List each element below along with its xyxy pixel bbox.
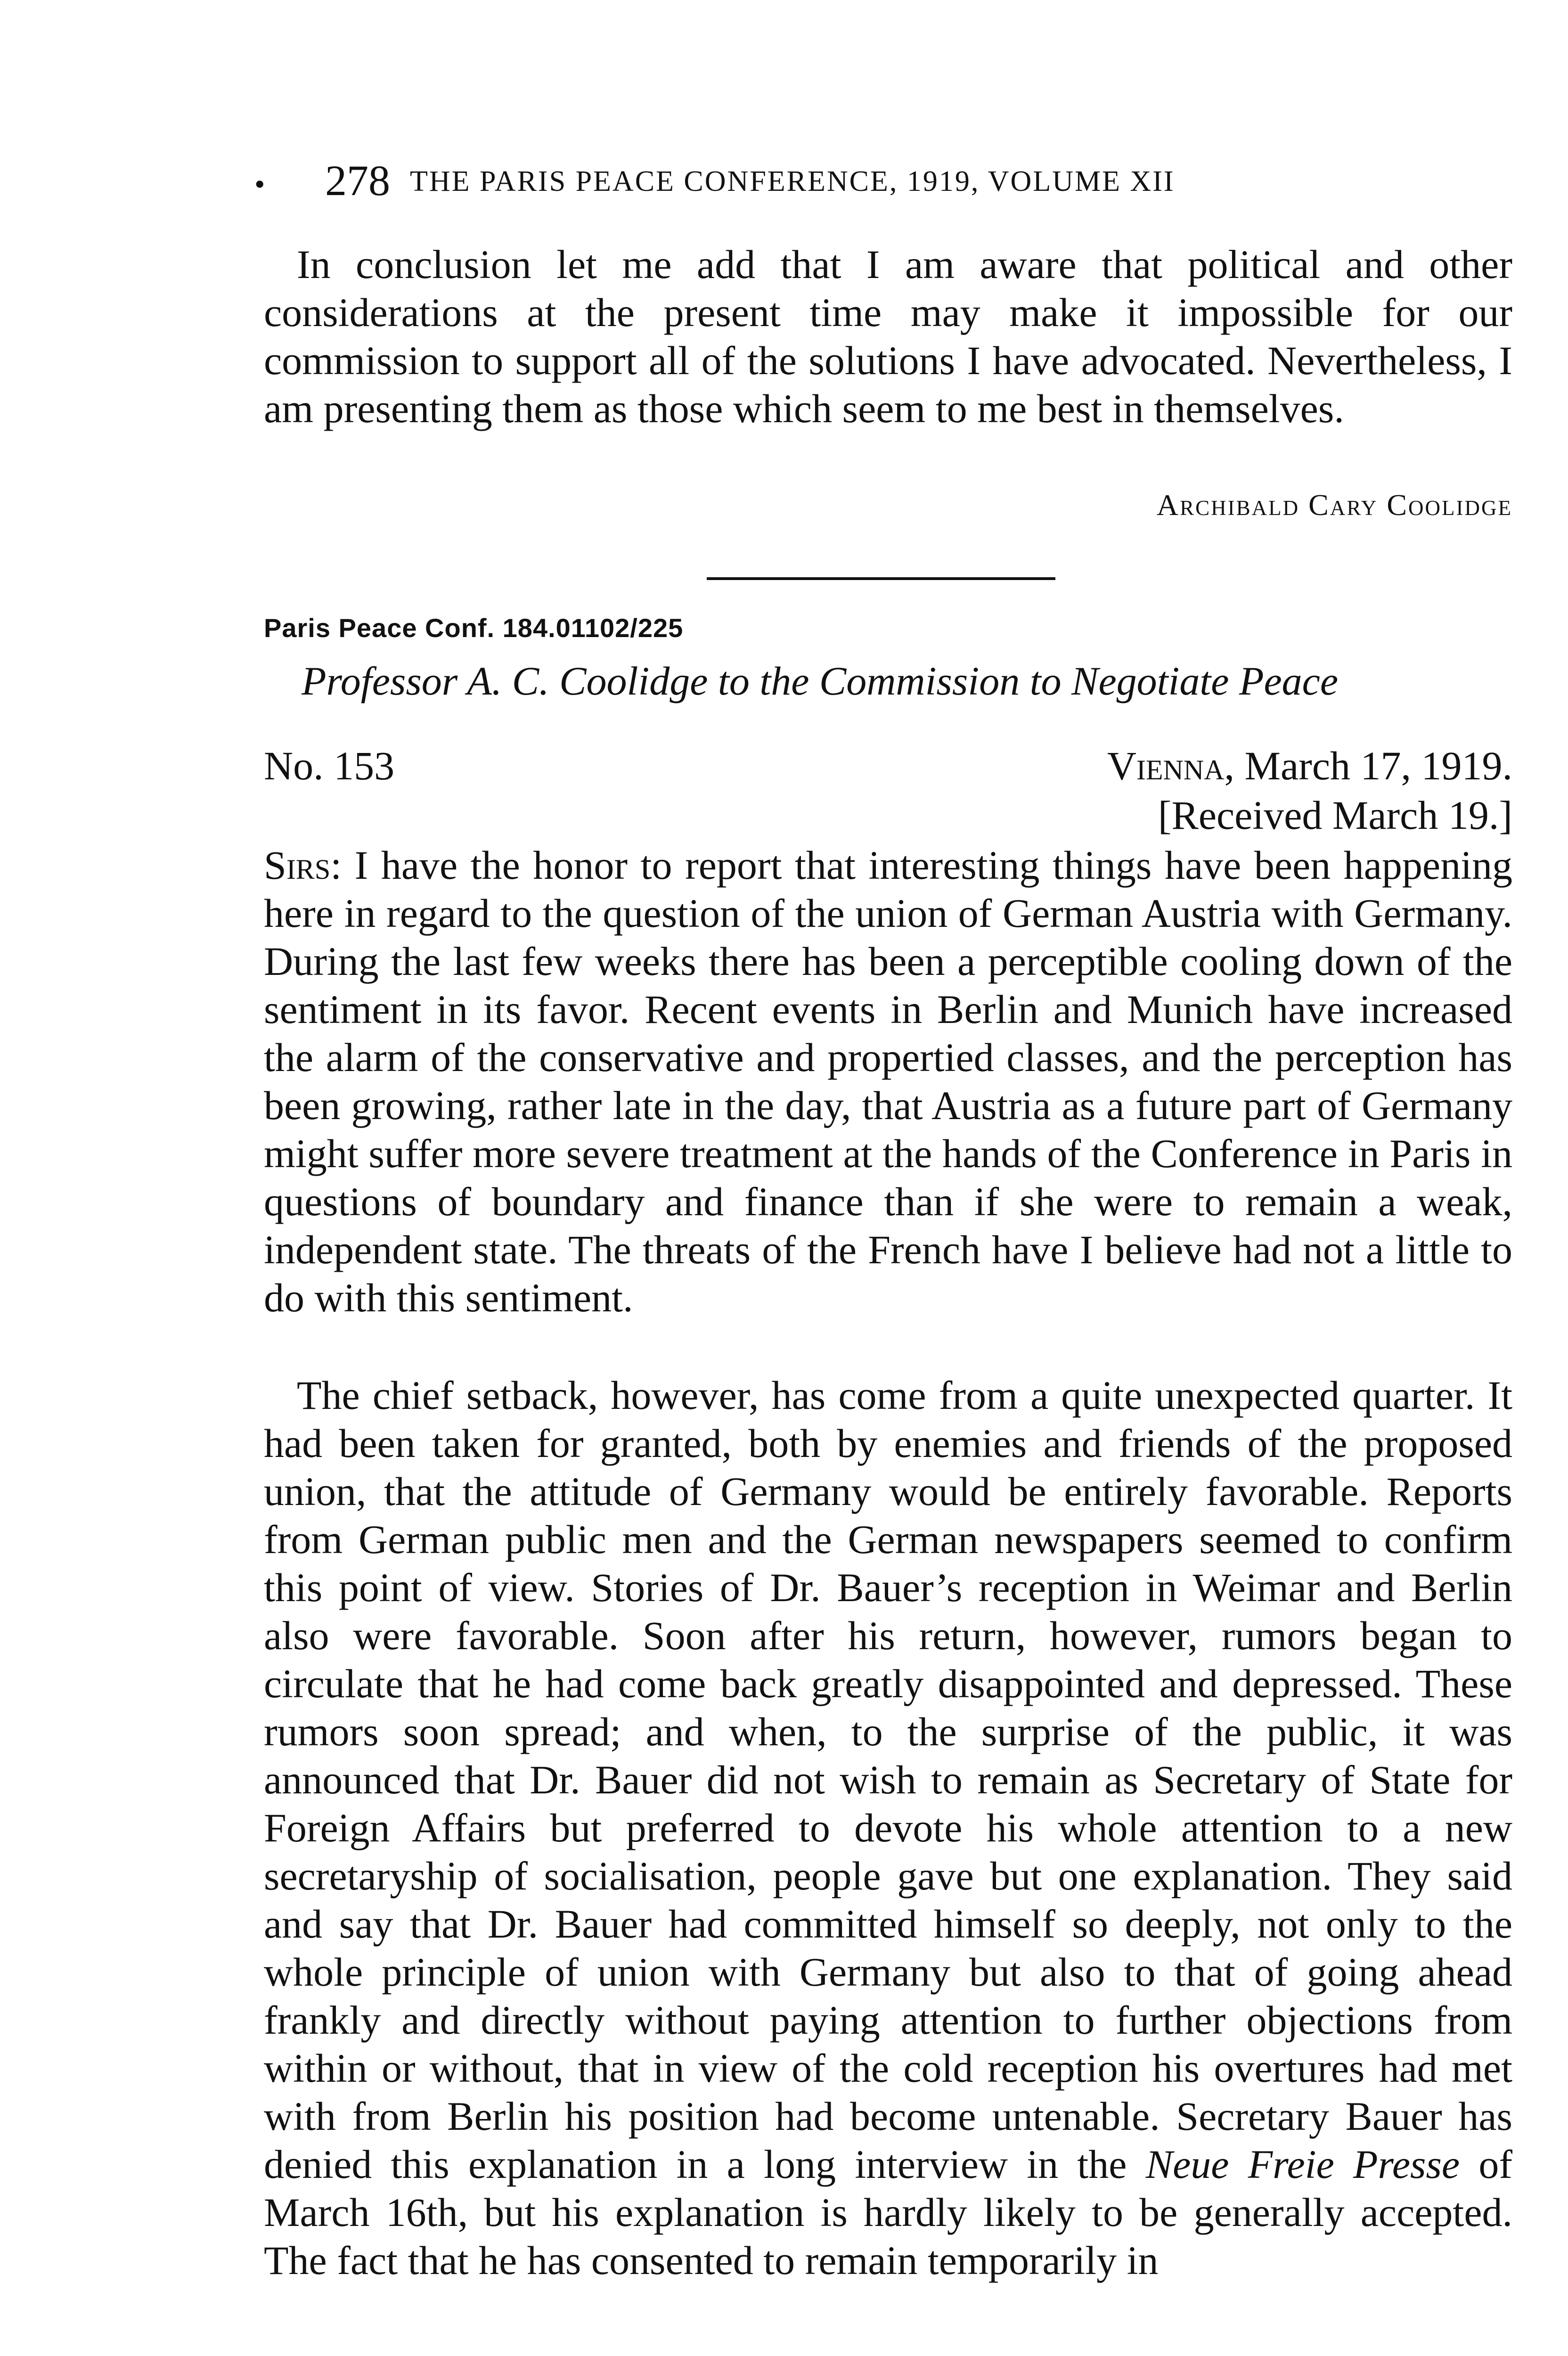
dateline-date: March 17, 1919. [1234,743,1512,788]
page-number: 278 [325,156,390,205]
body-paragraph-1-text: : I have the honor to report that interesting things have been happening here in regard to the question of the union of German Austria with Germany. During the last few weeks there has been a perceptible cooling down of the sentiment in its favor. Recent events in Berlin and Munich have increased the alarm of the conservative and propertied classes, and the perception has been growing, rather late in the day, that Austria as a future part of Germany might suffer more severe treatment at the hands of the Conference in Paris in questions of boundary and finance than if she were to remain a weak, independent state. The threats of the French have I believe had not a little to do with this sentiment. [264,843,1512,1320]
salutation: Sirs [264,843,331,888]
dateline [1107,742,1512,789]
document-title: Professor A. C. Coolidge to the Commission to Negotiate Peace [302,658,1339,704]
running-head-title: THE PARIS PEACE CONFERENCE, 1919, VOLUME XII [410,165,1175,197]
body-paragraph-2 [264,1371,1512,2284]
section-divider [707,577,1055,580]
signature: Archibald Cary Coolidge [1156,488,1512,522]
dateline-place: Vienna, [1107,743,1235,788]
document-number: No. 153 [264,743,395,788]
newspaper-name: Neue Freie Presse [1145,2142,1460,2187]
closing-paragraph: In conclusion let me add that I am aware that political and other considerations at the present time may make it impossible for our commission to support all of the solutions I have advocated. Nevertheless, I am presenting them as those which seem to me best in themselves. [264,242,1512,431]
body-paragraph-1 [264,841,1512,1322]
file-reference: Paris Peace Conf. 184.01102/225 [264,613,684,643]
received-date: [Received March 19.] [1158,793,1512,838]
body-paragraph-2-text-a: The chief setback, however, has come from a quite unexpected quarter. It had been taken for granted, both by enemies and friends of the proposed union, that the attitude of Germany would be entirely favorable. Reports from German public men and the German newspapers seemed to confirm this point of view. Stories of Dr. Bauer’s reception in Weimar and Berlin also were favorable. Soon after his return, however, rumors began to circulate that he had come back greatly disappointed and depressed. These rumors soon spread; and when, to the surprise of the public, it was announced that Dr. Bauer did not wish to remain as Secretary of State for Foreign Affairs but preferred to devote his whole attention to a new secretaryship of socialisation, people gave but one explanation. They said and say that Dr. Bauer had committed himself so deeply, not only to the whole principle of union with Germany but also to that of going ahead frankly and directly without paying attention to further objections from within or without, that in view of the cold reception his overtures had met with from Berlin his position had become untenable. Secretary Bauer has denied this explanation in a long interview in the [264,1373,1512,2187]
running-header [254,155,1512,212]
margin-dot: • [254,167,267,201]
body-paragraph-2-text-b: of March 16th, but his explanation is hardly likely to be generally accepted. The fact that he has consented to remain temporarily in [264,2142,1512,2283]
